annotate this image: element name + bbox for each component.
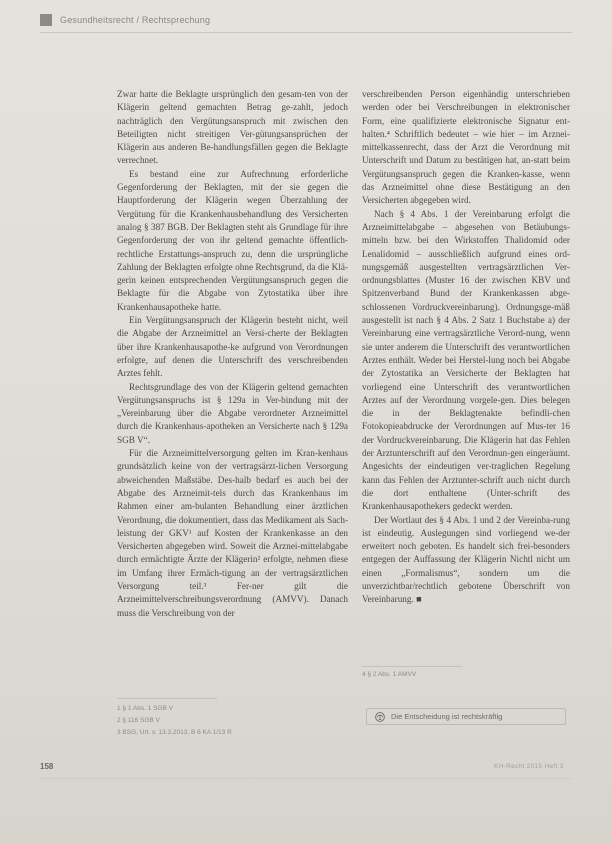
paragraph: Zwar hatte die Beklagte ursprünglich den gesam-ten von der Klägerin geltend gemachten Betrag ge-zahlt, jedoch nachträglich den Vergütungsanspruch mit zwischen den Beteiligten nicht streitigen Ver-gütungsansprüchen der Klägerin aus anderen Be-handlungsfällen gegen die Beklagte verrechnet. bbox=[117, 89, 348, 166]
footnotes-left bbox=[117, 698, 232, 739]
scales-icon bbox=[375, 712, 385, 722]
header-divider bbox=[40, 32, 572, 33]
badge-label: Die Entscheidung ist rechtskräftig bbox=[391, 712, 503, 721]
legal-status-badge bbox=[366, 708, 566, 725]
section-marker-icon bbox=[40, 14, 52, 26]
footnote: 4 § 2 Abs. 1 AMVV bbox=[362, 671, 417, 678]
footnote: 3 BSG, Urt. v. 13.3.2013, B 6 KA 1/13 R bbox=[117, 729, 232, 736]
right-column bbox=[362, 88, 570, 607]
footnote-divider bbox=[362, 666, 462, 667]
paragraph: Ein Vergütungsanspruch der Klägerin besteht nicht, weil die Abgabe der Arzneimittel an Versi-cherte der Beklagten über ihre Krankenhausapothe-ke aufgrund von Verordnungen erfolgte, auf denen die Unterschrift des verschreibenden Arztes fehlt. bbox=[117, 315, 348, 379]
footnote: 2 § 116 SGB V bbox=[117, 717, 160, 724]
paragraph: verschreibenden Person eigenhändig unterschrieben werden oder bei Verschreibungen in elektronischer Form, eine qualifizierte elektronische Signatur ent-halten.⁴ Schriftlich bedeutet – wie hier – im Arznei-mittelkassenrecht, dass der Arzt die Verordnung mit Unterschrift und Datum zu bestätigen hat, an-statt beim Vergütungsanspruch gegen die Kranken-kasse, wenn das Arzneimittel ohne diese Bestätigung an den Versicherten abgegeben wird. bbox=[362, 89, 570, 206]
footer-divider bbox=[40, 778, 572, 779]
paragraph: Rechtsgrundlage des von der Klägerin geltend gemachten Vergütungsanspruchs ist § 129a in Ver-bindung mit der „Vereinbarung über die Abgabe verordneter Arzneimittel durch die Krankenhaus-apotheken an Versicherte nach § 129a SGB V“. bbox=[117, 381, 348, 445]
paragraph: Der Wortlaut des § 4 Abs. 1 und 2 der Vereinba-rung ist eindeutig. Auslegungen sind vorliegend we-der erweitert noch geboten. Es handelt sich frei-besonders entgegen der Auffassung der Klägerin Nichtl nicht um einen „Formalismus“, sondern um die unverzichtbar/rechtlich gebotene Überschrift von Vereinbarung. ■ bbox=[362, 514, 570, 605]
footnote-divider bbox=[117, 698, 217, 699]
page-header bbox=[40, 12, 210, 28]
footnote: 1 § 1 Abs. 1 SGB V bbox=[117, 705, 174, 712]
left-column bbox=[117, 88, 348, 620]
page-number: 158 bbox=[40, 762, 54, 771]
section-title: Gesundheitsrecht / Rechtsprechung bbox=[60, 15, 211, 25]
paragraph: Für die Arzneimittelversorgung gelten im Kran-kenhaus grundsätzlich keine von der vertragsärzt-lichen Versorgung abweichenden Maßstäbe. Des-halb bedarf es auch bei der Abgabe des Arzneimit-tels durch das Krankenhaus im Rahmen einer am-bulanten Behandlung einer ärztlichen Verordnung, die dokumentiert, dass das Medikament als Sach-leistung der GKV¹ auf Kosten der Krankenkasse an den Versicherten abgegeben wird. Soweit die Arznei-mittelabgabe durch ermächtigte Ärzte der Klägerin² erfolgte, nehmen diese im Umfang ihrer Ermäch-tigung an der vertragsärztlichen Versorgung teil.³ Fer-ner gilt die Arzneimittelverschreibungsverordnung (AMVV). Danach muss die Verschreibung von der bbox=[117, 448, 348, 618]
paragraph: Es bestand eine zur Aufrechnung erforderliche Gegenforderung der Beklagten, mit der sie gegen die Hauptforderung der Klägerin wegen Überzahlung der Vergütung für die Krankenhausbehandlung des Versicherten analog § 387 BGB. Der Beklagten steht als Grundlage für ihre Gegenforderung der von ihr geltend gemachte öffentlich-rechtliche Erstattungs-anspruch zu, denn die ursprüngliche Zahlung der Beklagten erfolgte ohne Rechtsgrund, da die Klä-gerin keinen entsprechenden Vergütungsanspruch gegen die Beklagte für die Abgabe von Zytostatika über ihre Krankenhausapotheke hatte. bbox=[117, 168, 348, 312]
paragraph: Nach § 4 Abs. 1 der Vereinbarung erfolgt die Arzneimittelabgabe – abgesehen von Betäubungs-mitteln bzw. bei den Wirkstoffen Thalidomid oder Lenalidomid – ausschließlich aufgrund eines ord-nungsgemäß ausgestellten vertragsärztlichen Ver-ordnungsblattes (Muster 16 der zwischen KBV und Spitzenverband Bund der Krankenkassen abge-schlossenen Vordruckvereinbarung). Ordnungsge-mäß ausgestellt ist nach § 4 Abs. 2 Satz 1 Buchstabe a) der Vereinbarung eine vertragsärztliche Verord-nung, wenn sie unter anderem die Unterschrift des verantwortlichen Arztes enthält. Weder bei Herstel-lung noch bei Abgabe der Zytostatika an Versicherte der Beklagten hat vorliegend eine Unterschrift des verantwortlichen Arztes auf der Verordnung vorgele-gen. Dies belegen die in der Beklagtenakte befindli-chen Fotokopieabdrucke der Verordnungen auf Mus-ter 16 der Vordruckvereinbarung. Die Klägerin hat das Fehlen der Arztunterschrift auf den Verordnun-gen eingeräumt. Angesichts der eindeutigen ver-traglichen Regelung kann das Fehlen der Arztunter-schrift auch nicht durch die dort enthaltene (Unter-schrift des Krankenhausapothekers gedeckt werden. bbox=[362, 208, 570, 512]
footnotes-right bbox=[362, 666, 462, 678]
publication-reference: KH-Recht 2015 Heft 3 bbox=[494, 763, 564, 770]
